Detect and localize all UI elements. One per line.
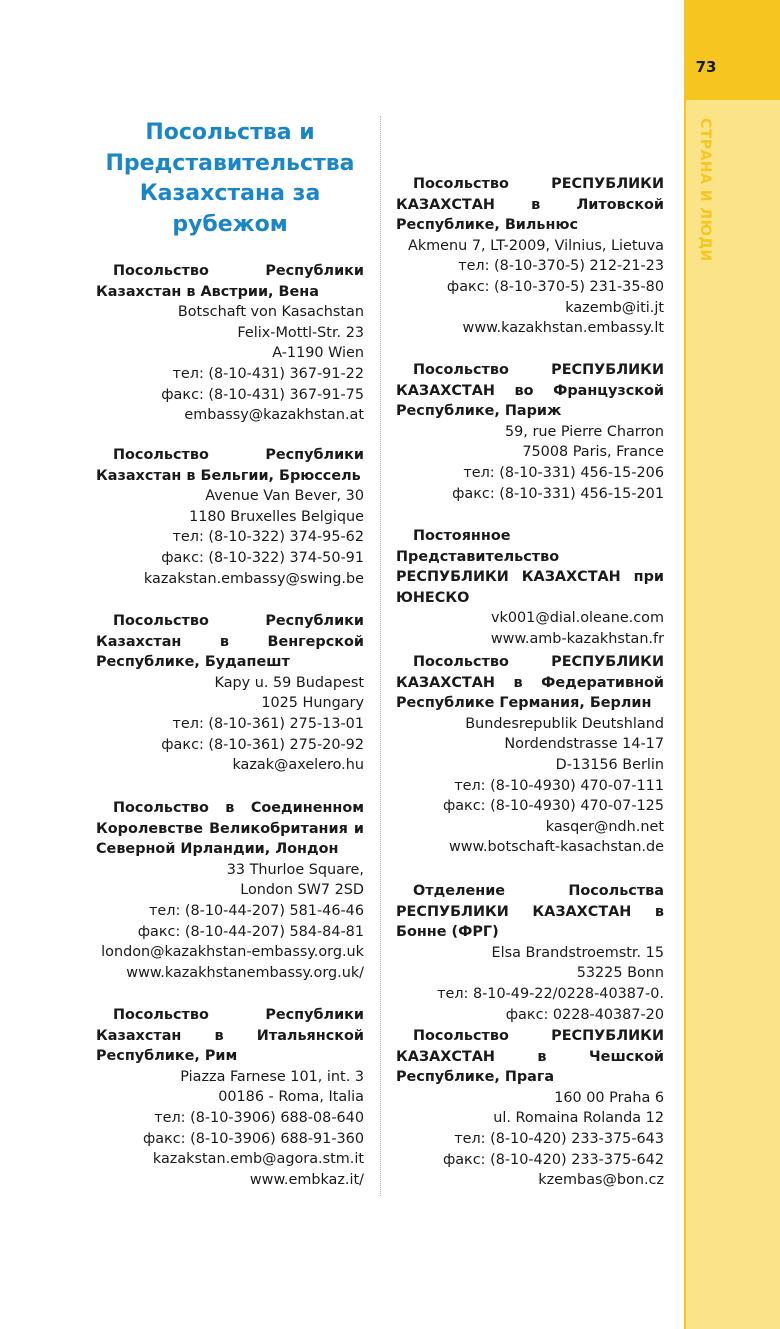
- entry-title: Отделение Посольства РЕСПУБЛИКИ КАЗАХСТАН в Бонне (ФРГ): [396, 883, 664, 941]
- address-line: Piazza Farnese 101, int. 3: [180, 1068, 364, 1085]
- entry-title: Посольство Республики Казахстан в Венгерской Республике, Будапешт: [96, 613, 364, 671]
- address-line: ul. Romaina Rolanda 12: [493, 1110, 664, 1127]
- entry-details: [96, 1067, 364, 1191]
- fax-line: факс: (8-10-322) 374-50-91: [161, 549, 364, 566]
- entry-details: [396, 422, 664, 504]
- fax-line: факс: (8-10-331) 456-15-201: [452, 485, 664, 502]
- embassy-entry-hungary: [96, 611, 364, 776]
- fax-line: факс: 0228-40387-20: [505, 1006, 664, 1023]
- entry-title: Постоянное Представительство РЕСПУБЛИКИ КАЗАХСТАН при ЮНЕСКО: [396, 528, 664, 606]
- entry-details: [396, 608, 664, 649]
- email-line: kazemb@iti.jt: [565, 299, 664, 316]
- phone-line: тел: (8-10-331) 456-15-206: [463, 464, 664, 481]
- phone-line: тел: (8-10-322) 374-95-62: [172, 529, 364, 546]
- column-divider: [380, 116, 381, 1196]
- email-line: kazakstan.embassy@swing.be: [143, 570, 364, 587]
- entry-title: Посольство Республики Казахстан в Итальянской Республике, Рим: [96, 1007, 364, 1065]
- entry-title: Посольство РЕСПУБЛИКИ КАЗАХСТАН во Французской Республике, Париж: [396, 362, 664, 420]
- website-line: www.amb-kazakhstan.fr: [490, 630, 664, 647]
- entry-title: Посольство в Соединенном Королевстве Великобритания и Северной Ирландии, Лондон: [96, 800, 364, 858]
- address-line: Felix-Mottl-Str. 23: [237, 324, 364, 341]
- entry-details: [396, 943, 664, 1025]
- address-line: London SW7 2SD: [240, 882, 364, 899]
- address-line: 1180 Bruxelles Belgique: [189, 508, 364, 525]
- address-line: 1025 Hungary: [261, 695, 364, 712]
- entry-details: [96, 486, 364, 589]
- phone-line: тел: (8-10-361) 275-13-01: [172, 715, 364, 732]
- page-number: 73: [695, 58, 717, 76]
- address-line: Nordendstrasse 14-17: [504, 736, 664, 753]
- address-line: 00186 - Roma, Italia: [218, 1089, 364, 1106]
- fax-line: факс: (8-10-3906) 688-91-360: [142, 1130, 364, 1147]
- fax-line: факс: (8-10-361) 275-20-92: [161, 736, 364, 753]
- page-number-tab: [684, 0, 780, 100]
- address-line: Avenue Van Bever, 30: [205, 488, 364, 505]
- entry-details: [396, 236, 664, 339]
- embassy-entry-belgium: [96, 445, 364, 589]
- section-tab-label: СТРАНА И ЛЮДИ: [697, 118, 713, 262]
- email-line: kzembas@bon.cz: [538, 1172, 664, 1189]
- fax-line: факс: (8-10-44-207) 584-84-81: [137, 923, 364, 940]
- fax-line: факс: (8-10-370-5) 231-35-80: [446, 278, 664, 295]
- entry-details: [396, 714, 664, 858]
- email-line: kazakstan.emb@agora.stm.it: [152, 1151, 364, 1168]
- website-line: www.embkaz.it/: [249, 1171, 364, 1188]
- page-heading: Посольства и Представительства Казахстана за рубежом: [105, 120, 355, 237]
- email-line: embassy@kazakhstan.at: [184, 407, 364, 424]
- entry-title: Посольство Республики Казахстан в Бельгии, Брюссель: [96, 447, 364, 484]
- address-line: 75008 Paris, France: [522, 444, 664, 461]
- address-line: 59, rue Pierre Charron: [504, 423, 664, 440]
- entry-details: [396, 1088, 664, 1191]
- email-line: kazak@axelero.hu: [232, 757, 364, 774]
- address-line: Akmenu 7, LT-2009, Vilnius, Lietuva: [407, 237, 664, 254]
- phone-line: тел: (8-10-370-5) 212-21-23: [458, 258, 664, 275]
- address-line: 160 00 Praha 6: [554, 1089, 664, 1106]
- address-line: A-1190 Wien: [272, 345, 364, 362]
- entry-title: Посольство РЕСПУБЛИКИ КАЗАХСТАН в Чешской Республике, Прага: [396, 1028, 664, 1086]
- entry-title: Посольство Республики Казахстан в Австрии, Вена: [96, 263, 364, 300]
- email-line: vk001@dial.oleane.com: [491, 610, 664, 627]
- phone-line: тел: (8-10-44-207) 581-46-46: [149, 902, 364, 919]
- address-line: Botschaft von Kasachstan: [177, 304, 364, 321]
- delegation-entry-unesco: [396, 526, 664, 650]
- entry-title: Посольство РЕСПУБЛИКИ КАЗАХСТАН в Федеративной Республике Германия, Берлин: [396, 654, 664, 712]
- entry-details: [96, 860, 364, 984]
- phone-line: тел: 8-10-49-22/0228-40387-0.: [437, 985, 664, 1002]
- side-margin-rule: [684, 100, 686, 1329]
- fax-line: факс: (8-10-420) 233-375-642: [442, 1151, 664, 1168]
- embassy-entry-austria: [96, 261, 364, 426]
- address-line: D-13156 Berlin: [555, 756, 664, 773]
- entry-title: Посольство РЕСПУБЛИКИ КАЗАХСТАН в Литовской Республике, Вильнюс: [396, 176, 664, 234]
- entry-details: [96, 302, 364, 426]
- website-line: www.kazakhstanembassy.org.uk/: [126, 964, 364, 981]
- embassy-entry-lithuania: [396, 174, 664, 339]
- address-line: 33 Thurloe Square,: [226, 861, 364, 878]
- phone-line: тел: (8-10-3906) 688-08-640: [154, 1109, 364, 1126]
- email-line: london@kazakhstan-embassy.org.uk: [101, 944, 364, 961]
- address-line: Bundesrepublik Deutshland: [465, 715, 664, 732]
- address-line: Kapy u. 59 Budapest: [214, 674, 364, 691]
- embassy-entry-germany: [396, 652, 664, 858]
- website-line: www.botschaft-kasachstan.de: [448, 839, 664, 856]
- email-line: kasqer@ndh.net: [545, 818, 664, 835]
- entry-details: [96, 673, 364, 776]
- phone-line: тел: (8-10-4930) 470-07-111: [454, 777, 664, 794]
- embassy-office-entry-bonn: [396, 881, 664, 1025]
- address-line: 53225 Bonn: [576, 965, 664, 982]
- website-line: www.kazakhstan.embassy.lt: [462, 320, 664, 337]
- address-line: Elsa Brandstroemstr. 15: [491, 944, 664, 961]
- fax-line: факс: (8-10-431) 367-91-75: [161, 386, 364, 403]
- phone-line: тел: (8-10-420) 233-375-643: [454, 1130, 664, 1147]
- embassy-entry-czech: [396, 1026, 664, 1191]
- fax-line: факс: (8-10-4930) 470-07-125: [442, 798, 664, 815]
- embassy-entry-italy: [96, 1005, 364, 1190]
- phone-line: тел: (8-10-431) 367-91-22: [172, 365, 364, 382]
- embassy-entry-france: [396, 360, 664, 504]
- embassy-entry-uk: [96, 798, 364, 983]
